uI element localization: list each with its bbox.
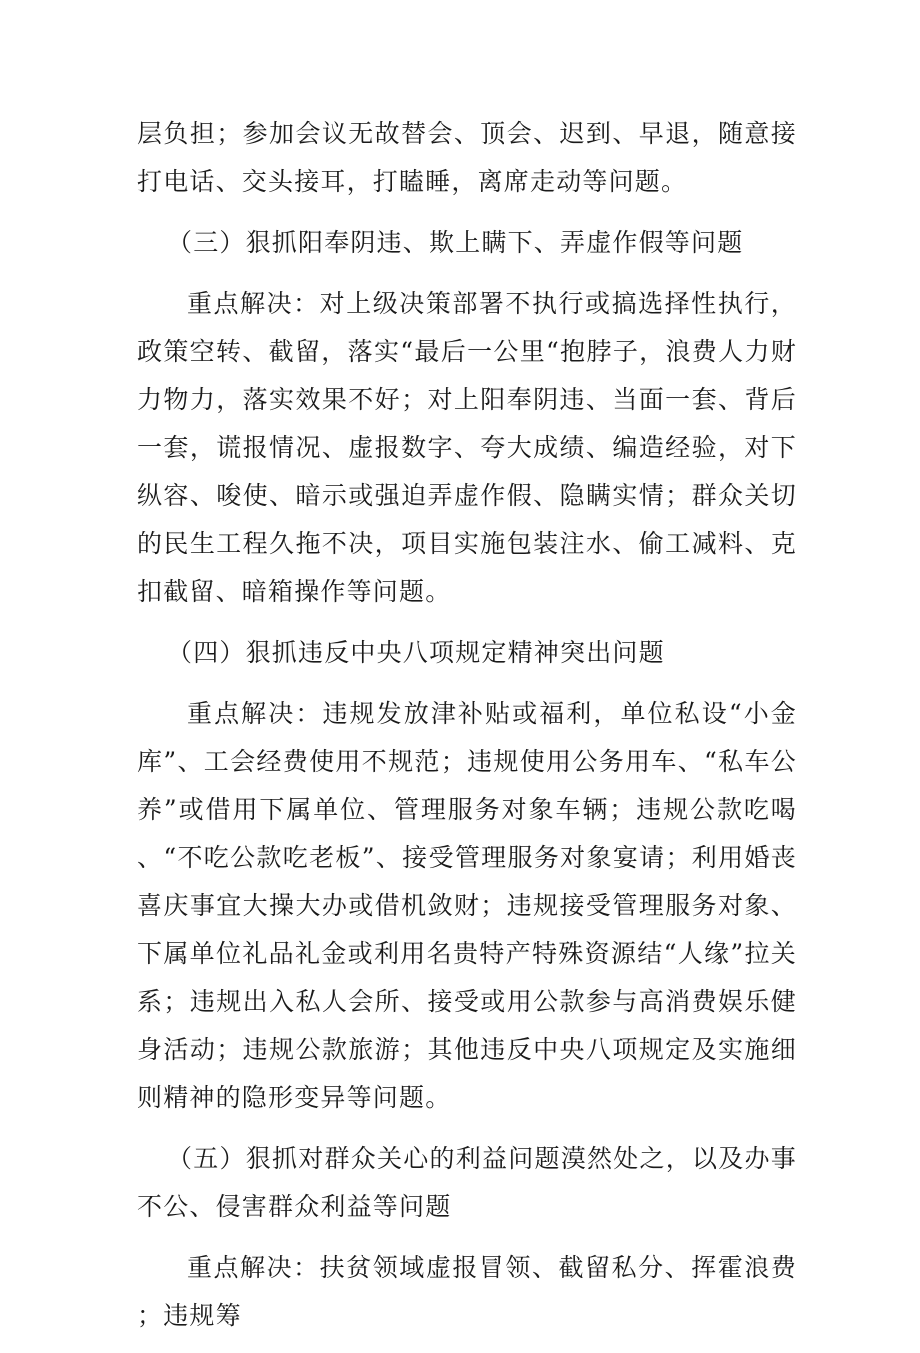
paragraph-section-5-focus: 重点解决：扶贫领域虚报冒领、截留私分、挥霍浪费；违规筹 [137,1253,797,1330]
document-body [137,110,797,1353]
section-heading-3: （三）狠抓阳奉阴违、欺上瞒下、弄虚作假等问题 [167,228,744,257]
paragraph-meeting-discipline: 层负担；参加会议无故替会、顶会、迟到、早退，随意接打电话、交头接耳，打瞌睡，离席走动等问题。 [137,119,797,196]
paragraph-section-3-focus: 重点解决：对上级决策部署不执行或搞选择性执行，政策空转、截留，落实“最后一公里“抱脖子，浪费人力财力物力，落实效果不好；对上阳奉阴违、当面一套、背后一套，谎报情况、虚报数字、夸大成绩、编造经验，对下纵容、唆使、暗示或强迫弄虚作假、隐瞒实情；群众关切的民生工程久拖不决，项目实施包装注水、偷工减料、克扣截留、暗箱操作等问题。 [137,289,797,606]
paragraph-section-4-focus: 重点解决：违规发放津补贴或福利，单位私设“小金库”、工会经费使用不规范；违规使用公务用车、“私车公养”或借用下属单位、管理服务对象车辆；违规公款吃喝、“不吃公款吃老板”、接受管理服务对象宴请；利用婚丧喜庆事宜大操大办或借机敛财；违规接受管理服务对象、下属单位礼品礼金或利用名贵特产特殊资源结“人缘”拉关系；违规出入私人会所、接受或用公款参与高消费娱乐健身活动；违规公款旅游；其他违反中央八项规定及实施细则精神的隐形变异等问题。 [137,699,797,1112]
section-heading-5: （五）狠抓对群众关心的利益问题漠然处之，以及办事不公、侵害群众利益等问题 [137,1144,797,1221]
section-heading-4: （四）狠抓违反中央八项规定精神突出问题 [167,638,665,667]
